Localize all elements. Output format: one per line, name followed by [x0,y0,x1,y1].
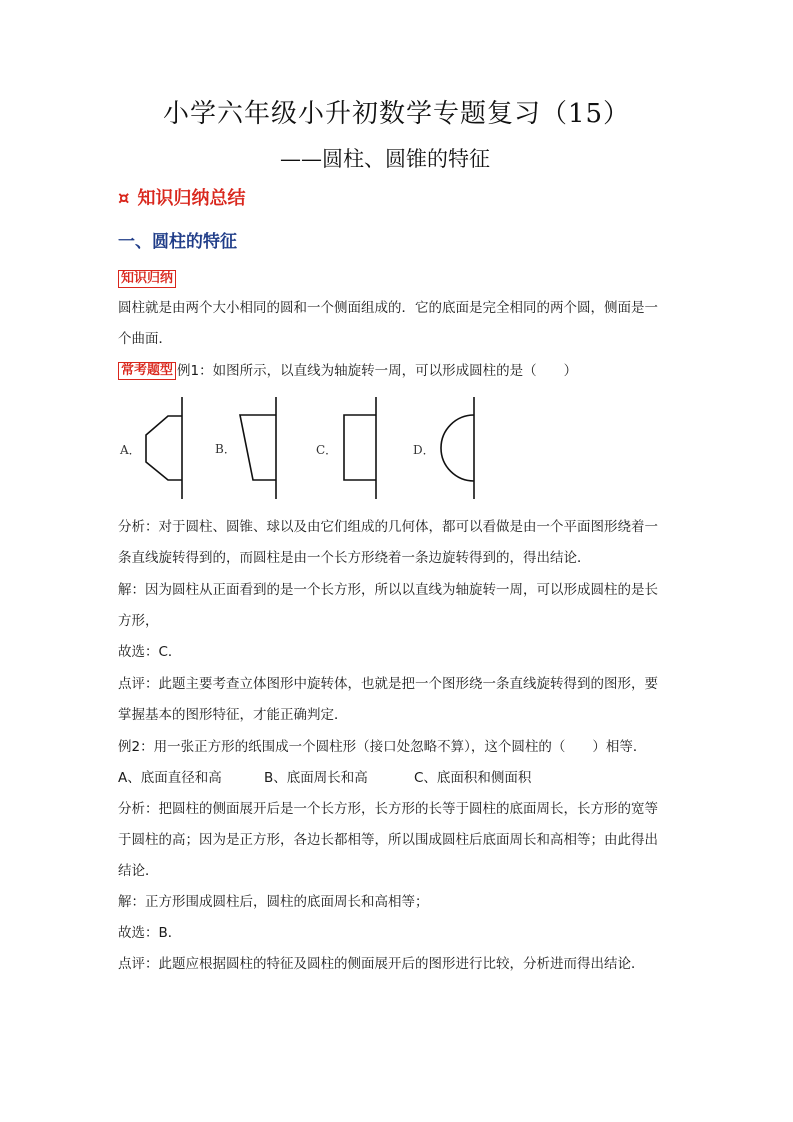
example1-question-line [118,356,678,387]
knowledge-text-line-1: 圆柱就是由两个大小相同的圆和一个侧面组成的．它的底面是完全相同的两个圆，侧面是一 [118,300,658,316]
example2-comment: 点评：此题应根据圆柱的特征及圆柱的侧面展开后的图形进行比较，分析进而得出结论． [118,956,645,972]
example1-answer: 故选：C． [118,644,182,660]
figure-b [240,397,276,499]
common-question-tag: 常考题型 [118,362,176,380]
example2-analysis-line-2: 于圆柱的高；因为是正方形，各边长都相等，所以围成圆柱后底面周长和高相等；由此得出 [118,832,658,848]
example2-solution: 解：正方形围成圆柱后，圆柱的底面周长和高相等； [118,894,429,910]
figure-c [344,397,376,499]
example2-analysis-line-3: 结论． [118,863,159,879]
figure-a [146,397,182,499]
example2-options [118,764,531,792]
page-subtitle: ——圆柱、圆锥的特征 [280,147,490,171]
section-marker-icon: ¤ [118,188,130,209]
example1-solution-line-1: 解：因为圆柱从正面看到的是一个长方形，所以以直线为轴旋转一周，可以形成圆柱的是长 [118,582,658,598]
option-a-label: A． [120,443,141,457]
knowledge-text-line-2: 个曲面． [118,331,172,347]
example2-answer: 故选：B． [118,925,182,941]
example2-option-c: C、底面积和侧面积 [414,770,532,786]
example1-analysis-line-2: 条直线旋转得到的，而圆柱是由一个长方形绕着一条边旋转得到的，得出结论． [118,550,591,566]
section-heading-text: 知识归纳总结 [137,188,246,209]
example1-figures [118,395,488,503]
figure-d [441,397,474,499]
example2-question: 例2：用一张正方形的纸围成一个圆柱形（接口处忽略不算），这个圆柱的（ ）相等． [118,739,647,755]
option-c-label: C． [316,443,338,457]
example2-option-b: B、底面周长和高 [264,770,368,786]
subsection-heading: 一、圆柱的特征 [118,232,237,252]
example2-option-a: A、底面直径和高 [118,770,222,786]
example1-question: 例1：如图所示，以直线为轴旋转一周，可以形成圆柱的是（ ） [177,363,578,379]
page-title: 小学六年级小升初数学专题复习（15） [162,99,631,129]
section-heading [118,186,245,212]
knowledge-tag: 知识归纳 [118,270,176,288]
option-b-label: B． [215,442,236,456]
option-d-label: D． [413,443,435,457]
example1-solution-line-2: 方形， [118,613,159,629]
example2-analysis-line-1: 分析：把圆柱的侧面展开后是一个长方形，长方形的长等于圆柱的底面周长，长方形的宽等 [118,801,658,817]
example1-comment-line-2: 掌握基本的图形特征，才能正确判定． [118,707,348,723]
example1-analysis-line-1: 分析：对于圆柱、圆锥、球以及由它们组成的几何体，都可以看做是由一个平面图形绕着一 [118,519,658,535]
example1-comment-line-1: 点评：此题主要考查立体图形中旋转体，也就是把一个图形绕一条直线旋转得到的图形，要 [118,676,658,692]
